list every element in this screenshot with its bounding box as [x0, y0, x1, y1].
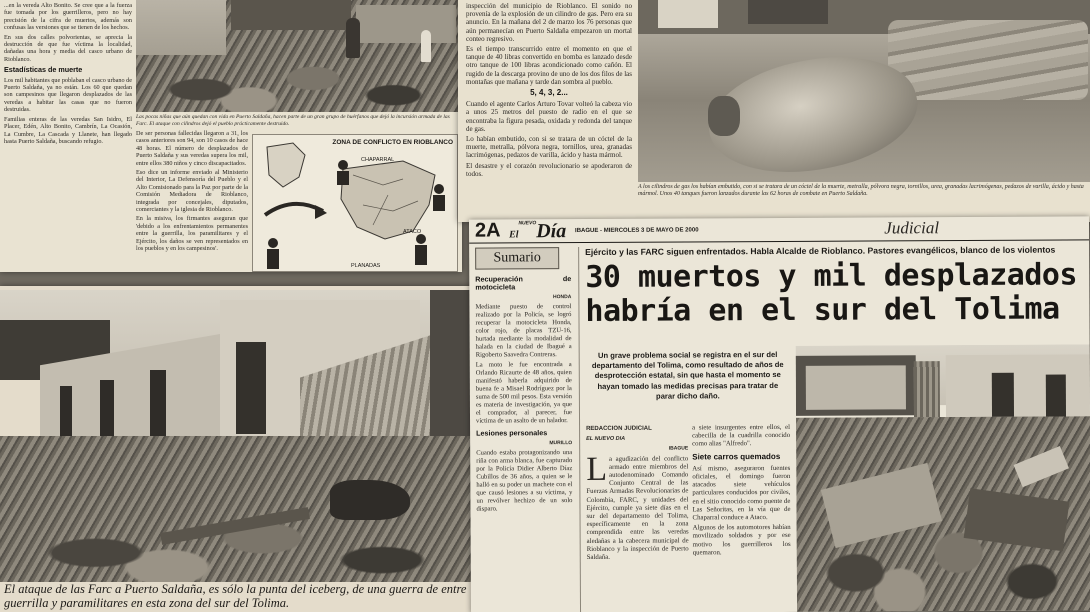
clip-tr-paragraph: El desastre y el corazón revolucionario se apoderaron de todos.	[466, 161, 632, 178]
brief-place: HONDA	[553, 294, 572, 301]
article-column-1	[586, 424, 689, 564]
brief-title: Lesiones personales	[476, 428, 548, 438]
clip-bl-photo	[0, 290, 478, 582]
headline: 30 muertos y mil desplazados habría en el sur del Tolima	[585, 257, 1078, 330]
brief-text: La moto le fue encontrada a Orlando Ricaurte de 48 años, quien manifestó haberla adquirido de buena fe a Misael Rodríguez por la suma de 500 mil pesos. Esta versión es materia de investigación, ya que el comprador, al parecer, fue víctima de un asalto de un halador.	[475, 361, 573, 425]
clip-tl-paragraph: En sus dos calles polvorientas, se aprecia la destrucción de que fue víctima la localidad, dañadas una hora y media del casco urbano de Rioblanco.	[4, 33, 132, 63]
clip-tr-paragraph: Lo habían embutido, con si se tratara de un cóctel de la muerte, metralla, pólvora negra, tornillos, urea, granadas lacrimógenas, pedazos de varilla, ácido y hasta mármol.	[466, 135, 632, 160]
clip-tl-column-1	[4, 2, 132, 147]
article-place: IBAGUE	[668, 445, 689, 452]
conflict-map	[252, 134, 458, 272]
sidebar-sumario	[475, 247, 581, 612]
main-newspaper-page	[469, 216, 1090, 612]
sidebar-briefs	[475, 275, 572, 513]
masthead-el: El	[509, 229, 519, 241]
clip-tr-paragraph: Cuando el agente Carlos Arturo Tovar volteó la cabeza vio a unos 25 metros del puesto de radio en el que se encontraba la figura pesada, oxidada y redonda del tanque de gas.	[466, 100, 632, 133]
page-number: 2A	[474, 219, 501, 242]
brief-text: Mediante puesto de control realizado por la Policía, se logró recuperar la motocicleta Honda, color rojo, de placas TZU-16, hurtada mediante la modalidad de halada en la ciudad de Ibagué a Rigoberto Saavedra Contreras.	[475, 303, 572, 359]
dateline-city: IBAGUE	[575, 227, 599, 235]
clip-tl-column-2	[136, 130, 248, 255]
dateline: IBAGUE - MIERCOLES 3 DE MAYO DE 2000	[575, 227, 699, 235]
clip-tl-paragraph: En la misiva, los firmantes aseguran que 'debido a los enfrentamientos permanentes entre la guerrilla, los paramilitares y el Ejército, los daños se ven representados en los pueblos y en los campesinos'.	[136, 215, 248, 253]
map-label-planadas: PLANADAS	[351, 263, 381, 269]
clip-tl-paragraph: De ser personas fallecidas llegaron a 31, los casos anteriores son 94, son 10 casos de hace 48 horas. El número de desplazados de Puerto Saldaña y sus veredas supera los mil, entre ellos 380 niños y cinco discapacitados.	[136, 130, 248, 167]
clip-tl-photo-caption: Las pocas niñas que aún quedan con vida en Puerto Saldaña, hacen parte de un gran grupo de huérfanos que dejó la incursión armada de las Farc. El ataque con cilindros dejó el pueblo prácticamente destruido.	[136, 114, 450, 127]
main-article-photo	[796, 344, 1090, 612]
masthead-logo	[509, 220, 566, 243]
masthead-nuevo: NUEVO	[518, 220, 537, 227]
sidebar-title: Sumario	[475, 247, 559, 269]
clip-tr-paragraph: Es el tiempo transcurrido entre el momento en que el tanque de 40 libras convertido en bomba es lanzado desde otro tanque de 100 libras acondicionado como cañón. El rugido de la descarga provino de uno de los dos filos de las montañas que mañana y tarde dan sombra al pueblo.	[466, 45, 632, 86]
brief-text: Cuando estaba protagonizando una riña con arma blanca, fue capturado por la Policía Didier Alberto Díaz Cubillos de 36 años, a quien se le halló en su poder un machete con el que causó lesiones a su víctima, y un revólver hechizo de un solo disparo.	[476, 449, 573, 513]
clip-tr-paragraph: inspección del municipio de Rioblanco. El sonido no provenía de la explosión de un cilindro de gas. Pero era su anuncio. En la mañana del 2 de marzo los 76 personas que aún permanecían en Puerto Saldaña empezaron un mortal conteo regresivo.	[466, 2, 632, 43]
dropcap: L	[586, 450, 608, 488]
kicker: Ejército y las FARC siguen enfrentados. Habla Alcalde de Rioblanco. Pastores evangélicos, blanco de los violentos	[585, 244, 1056, 258]
clip-tr-column	[466, 2, 632, 180]
map-title: ZONA DE CONFLICTO EN RIOBLANCO	[332, 139, 453, 146]
clip-tl-section-title: Estadísticas de muerte	[4, 65, 83, 75]
article-text: a siete insurgentes entre ellos, el cabecilla de la cuadrilla conocido como alias "Alfredo".	[692, 423, 791, 448]
map-label-ataco: ATACO	[403, 229, 422, 235]
article-text: Así mismo, aseguraron fuentes oficiales, el domingo fueron atacados siete vehículos particulares conducidos por civiles, en el sitio conocido como puente de Las Señoritas, en la vía que de Chaparral conduce a Ataco.	[692, 464, 791, 522]
clip-tl-paragraph: Eso dice un informe enviado al Ministerio del Interior, La Defensoría del Pueblo y el Alto Comisionado para la Paz por parte de la Comisión Mediadora de Rioblanco, integrada por concejales, diputados, comerciantes y la iglesia de Rioblanco.	[136, 169, 248, 214]
article-text: a agudización del conflicto armado entre miembros del autodenominado Comando Conjunto Central de las Fuerzas Armadas Revolucionarias de Colombia, FARC, y unidades del Ejército, cumple ya siete días en el sur del departamento del Tolima, específicamente en la zona comprendida entre las veredas aledañas a la cabecera municipal de Rioblanco y la inspección de Puerto Saldaña.	[586, 455, 689, 562]
clip-tl-paragraph: Familias enteras de las veredas San Isidro, El Placer, Edén, Alto Bonito, Cambrín, La Ocasión, La Cumbre, La Cascada y Llanete, han llegado hasta Puerto Saldaña, buscando refugio.	[4, 115, 132, 145]
clip-tl-paragraph: ...en la vereda Alto Bonito. Se cree que a la fuerza fue tomada por los guerrilleros, pero no hay precisión de la cifra de muertos, además son confusas las versiones que se tienen de los hechos.	[4, 2, 132, 32]
byline-paper: EL NUEVO DIA	[586, 436, 626, 443]
map-label-chaparral: CHAPARRAL	[361, 157, 395, 163]
countdown-subhead: 5, 4, 3, 2...	[530, 88, 568, 98]
article-subhead: Siete carros quemados	[692, 451, 781, 462]
brief-title: Recuperación de motocicleta	[475, 274, 572, 292]
clip-tl-paragraph: Los mil habitantes que poblaban el casco urbano de Puerto Saldaña, ya no están. Los 60 que quedan son campesinos que llegaron desplazados de las veredas a habitar las casas que no fueron destruidas.	[4, 76, 132, 114]
dateline-date: MIERCOLES 3 DE MAYO DE 2000	[603, 227, 699, 234]
article-column-2	[692, 424, 791, 560]
byline: REDACCION JUDICIAL	[586, 425, 652, 433]
clip-tr-photo-caption: A los cilindros de gas los habían embutido, con si se tratara de un cóctel de la muerte, metralla, pólvora negra, tornillos, urea, granadas lacrimógenas, pedazos de varilla, ácido y hasta mármol. Unos 40 tanques fueron lanzados durante las 62 horas de combate en Puerto Saldaña.	[638, 184, 1084, 197]
article-text: Algunos de los automotores habían movilizado soldados y por ese motivo los guerrilleros los quemaron.	[692, 524, 791, 557]
section-name: Judicial	[884, 218, 940, 238]
clipping-top-right	[458, 0, 1090, 222]
masthead-dia: Día	[536, 220, 567, 243]
clipping-bottom-left	[0, 286, 478, 612]
clip-tr-photo	[638, 0, 1090, 182]
clip-tl-photo	[136, 0, 458, 112]
masthead-bar	[469, 216, 1089, 243]
clipping-top-left	[0, 0, 462, 272]
brief-place: MURILLO	[549, 440, 573, 447]
map-drawing	[253, 135, 459, 272]
article-lead: Un grave problema social se registra en el sur del departamento del Tolima, como resultado de años de desprotección estatal, sin que hasta el momento se hayan tomado las medidas precisas para tratar de parar dicho daño.	[591, 350, 784, 401]
clip-bl-caption: El ataque de las Farc a Puerto Saldaña, es sólo la punta del iceberg, de una guerra de entre guerrilla y paramilitares en esta zona del sur del Tolima.	[4, 582, 467, 610]
